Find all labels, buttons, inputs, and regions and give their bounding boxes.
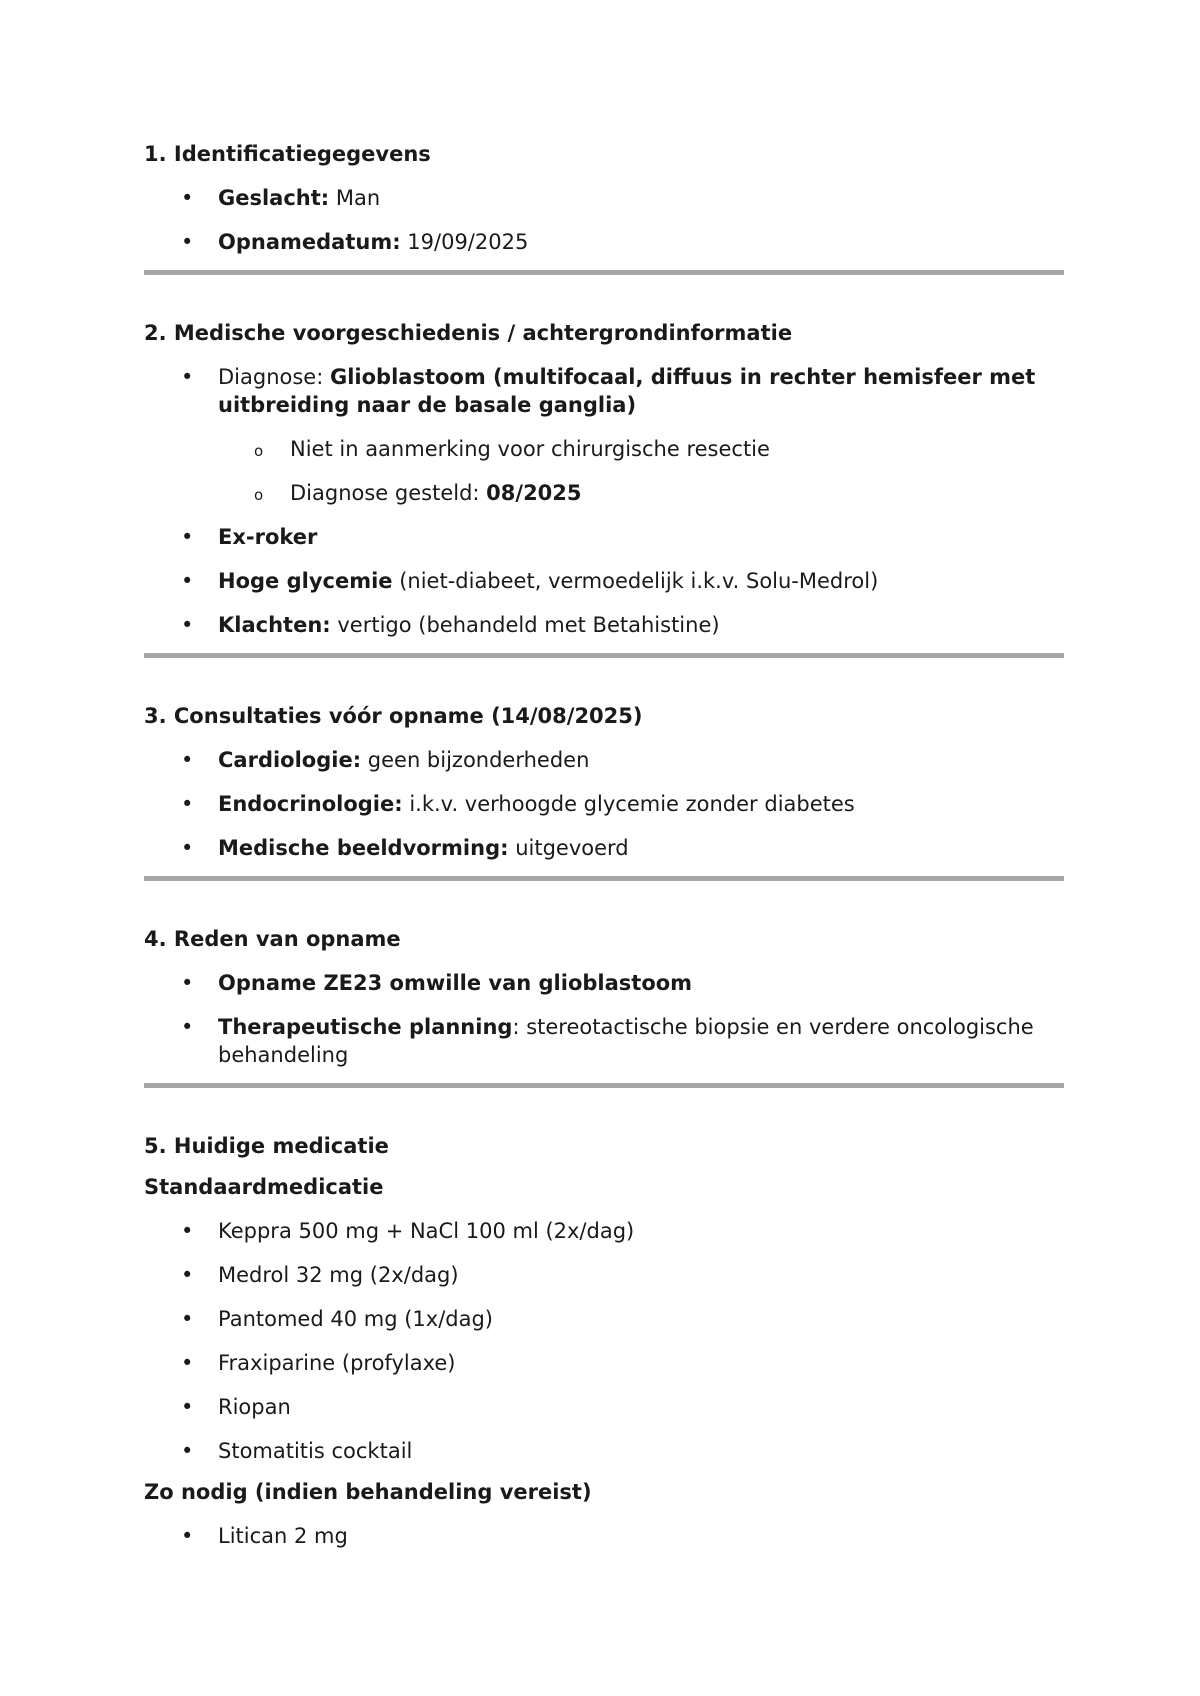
list-item	[144, 611, 1064, 639]
diagnosis-prefix: Diagnose:	[218, 365, 330, 389]
section-medical-history	[144, 319, 1064, 658]
standard-medication-heading: Standaardmedicatie	[144, 1175, 384, 1199]
field-value: 19/09/2025	[400, 230, 529, 254]
field-label: Geslacht:	[218, 186, 330, 210]
field-value: uitgevoerd	[508, 836, 629, 860]
list-item	[144, 1437, 1064, 1465]
field-label: Endocrinologie:	[218, 792, 403, 816]
document-page	[144, 140, 1064, 1550]
list-item	[144, 969, 1064, 997]
section-heading: 4. Reden van opname	[144, 927, 401, 951]
section-divider	[144, 876, 1064, 881]
field-value: : stereotactische biopsie en verdere oncologische behandeling	[218, 1015, 1034, 1067]
list-item	[144, 1217, 1064, 1245]
section-consultations	[144, 702, 1064, 881]
medication-item: Medrol 32 mg (2x/dag)	[218, 1263, 459, 1287]
section-medication	[144, 1132, 1064, 1550]
field-label: Opnamedatum:	[218, 230, 401, 254]
list-item	[144, 1261, 1064, 1289]
sublist-item	[144, 435, 1064, 463]
medication-item: Stomatitis cocktail	[218, 1439, 413, 1463]
sublist-value: 08/2025	[486, 481, 582, 505]
field-value: vertigo (behandeld met Betahistine)	[330, 613, 720, 637]
diagnosis-sublist	[218, 435, 1064, 507]
section-heading: 2. Medische voorgeschiedenis / achtergrondinformatie	[144, 321, 793, 345]
list-item	[144, 1393, 1064, 1421]
medication-item: Pantomed 40 mg (1x/dag)	[218, 1307, 493, 1331]
section-heading: 3. Consultaties vóór opname (14/08/2025)	[144, 704, 643, 728]
sublist-text: Niet in aanmerking voor chirurgische resectie	[290, 437, 770, 461]
field-value: i.k.v. verhoogde glycemie zonder diabetes	[402, 792, 855, 816]
list-item	[144, 746, 1064, 774]
field-label: Cardiologie:	[218, 748, 362, 772]
list-item	[144, 228, 1064, 256]
consultations-list	[144, 746, 1064, 862]
list-item	[144, 523, 1064, 551]
field-value: geen bijzonderheden	[361, 748, 590, 772]
list-item	[144, 363, 1064, 507]
list-item	[144, 790, 1064, 818]
section-admission-reason	[144, 925, 1064, 1088]
section-divider	[144, 1083, 1064, 1088]
field-label: Ex-roker	[218, 525, 318, 549]
medication-item: Fraxiparine (profylaxe)	[218, 1351, 456, 1375]
sublist-text: Diagnose gesteld:	[290, 481, 487, 505]
section-identification	[144, 140, 1064, 275]
field-label: Klachten:	[218, 613, 331, 637]
identification-list	[144, 184, 1064, 256]
section-heading: 5. Huidige medicatie	[144, 1134, 389, 1158]
field-value: Man	[329, 186, 381, 210]
section-divider	[144, 270, 1064, 275]
list-item	[144, 184, 1064, 212]
list-item	[144, 1522, 1064, 1550]
list-item	[144, 834, 1064, 862]
diagnosis-value: Glioblastoom (multifocaal, diffuus in rechter hemisfeer met uitbreiding naar de basale ganglia)	[218, 365, 1036, 417]
field-label: Therapeutische planning	[218, 1015, 513, 1039]
medication-item: Keppra 500 mg + NaCl 100 ml (2x/dag)	[218, 1219, 635, 1243]
list-item	[144, 567, 1064, 595]
standard-medication-list	[144, 1217, 1064, 1465]
prn-medication-list	[144, 1522, 1064, 1550]
field-label: Opname ZE23 omwille van glioblastoom	[218, 971, 693, 995]
list-item	[144, 1013, 1064, 1069]
section-heading: 1. Identificatiegegevens	[144, 142, 431, 166]
admission-list	[144, 969, 1064, 1069]
history-list	[144, 363, 1064, 639]
sublist-item	[144, 479, 1064, 507]
field-label: Medische beeldvorming:	[218, 836, 509, 860]
medication-item: Riopan	[218, 1395, 291, 1419]
list-item	[144, 1305, 1064, 1333]
list-item	[144, 1349, 1064, 1377]
field-label: Hoge glycemie	[218, 569, 393, 593]
prn-medication-heading: Zo nodig (indien behandeling vereist)	[144, 1480, 592, 1504]
section-divider	[144, 653, 1064, 658]
medication-item: Litican 2 mg	[218, 1524, 348, 1548]
field-value: (niet-diabeet, vermoedelijk i.k.v. Solu-Medrol)	[392, 569, 879, 593]
